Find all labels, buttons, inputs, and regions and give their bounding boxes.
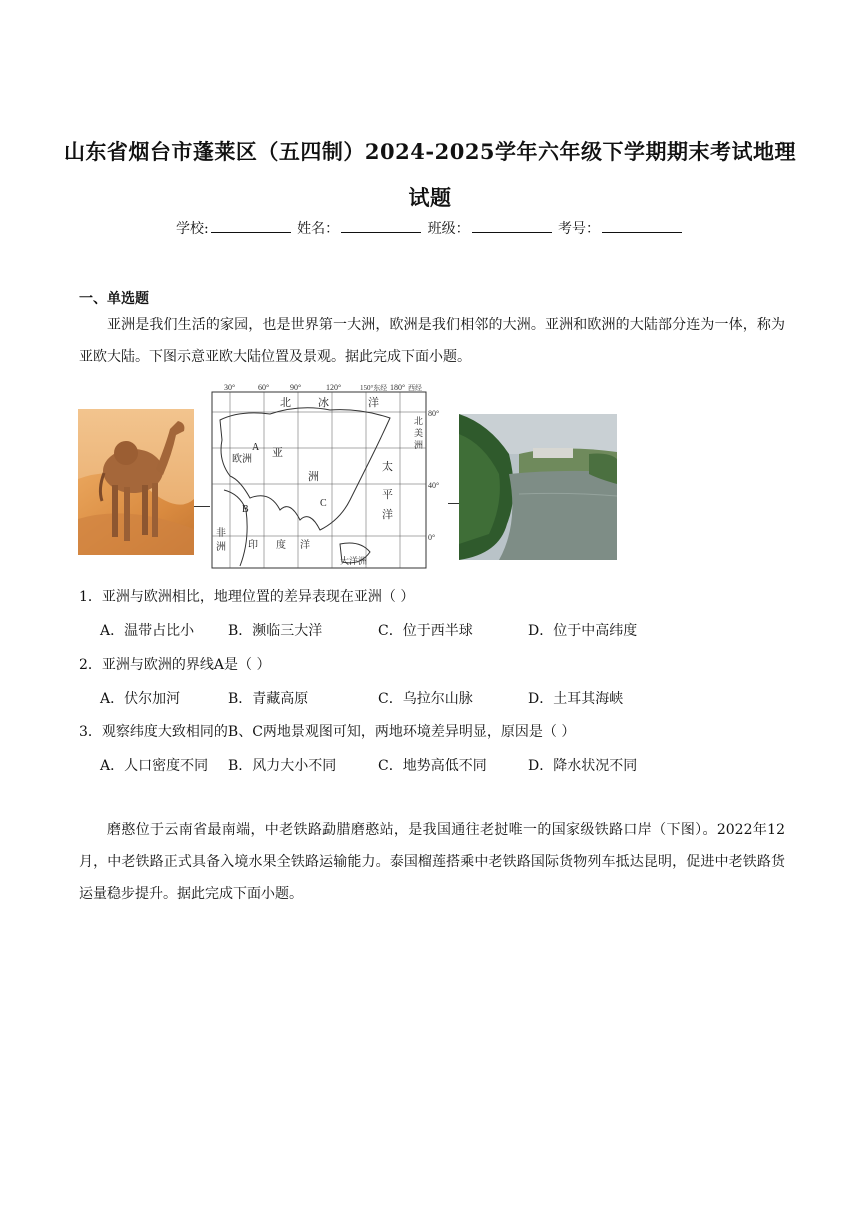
map-label: 冰: [318, 397, 329, 409]
school-blank: [211, 220, 291, 233]
question-1: 1．亚洲与欧洲相比，地理位置的差异表现在亚洲（ ）: [79, 589, 415, 605]
connector-right: [448, 503, 459, 504]
map-label: 洋: [382, 509, 393, 521]
question-1-options: [100, 620, 800, 640]
passage-2: 磨憨位于云南省最南端，中老铁路勐腊磨憨站，是我国通往老挝唯一的国家级铁路口岸（下图）。2022年12月，中老铁路正式具备入境水果全铁路运输能力。泰国榴莲搭乘中老铁路国际货物列车抵达昆明，促进中老铁路货运量稳步提升。据此完成下面小题。: [79, 822, 785, 902]
lon-label: 120°: [326, 383, 342, 392]
option-c: C．乌拉尔山脉: [378, 691, 473, 707]
name-blank: [341, 220, 421, 233]
option-c: C．地势高低不同: [378, 758, 487, 774]
question-2-options: [100, 688, 800, 708]
question-3: 3．观察纬度大致相同的B、C两地景观图可知，两地环境差异明显，原因是（ ）: [79, 724, 576, 740]
lon-label: 西经: [408, 384, 422, 392]
river-landscape-photo: [459, 414, 617, 560]
map-label: 度: [276, 540, 286, 551]
lon-label: 180°: [390, 383, 406, 392]
map-label: 大洋洲: [340, 556, 368, 566]
map-label: 非: [216, 528, 226, 539]
school-label: 学校:: [175, 221, 209, 237]
option-d: D．降水状况不同: [528, 758, 638, 774]
connector-left: [194, 506, 210, 507]
option-b: B．青藏高原: [228, 691, 309, 707]
map-label: 洋: [368, 397, 379, 409]
option-a: A．伏尔加河: [100, 691, 181, 707]
option-a: A．人口密度不同: [100, 758, 209, 774]
option-b: B．风力大小不同: [228, 758, 337, 774]
map-label: 洲: [308, 471, 319, 483]
question-3-options: [100, 755, 800, 775]
option-a: A．温带占比小: [100, 623, 195, 639]
map-label: 亚: [272, 447, 283, 459]
name-label: 姓名：: [297, 221, 340, 237]
page-title-line2: 试题: [408, 185, 452, 210]
class-blank: [472, 220, 552, 233]
map-label: 北: [280, 397, 291, 409]
map-label: 洲: [414, 440, 424, 450]
section-heading: 一、单选题: [79, 291, 149, 307]
option-c: C．位于西半球: [378, 623, 473, 639]
lon-label: 150°东经: [360, 384, 388, 392]
lon-label: 60°: [258, 383, 270, 392]
passage-1: 亚洲是我们生活的家园，也是世界第一大洲，欧洲是我们相邻的大洲。亚洲和欧洲的大陆部分连为一体，称为亚欧大陆。下图示意亚欧大陆位置及景观。据此完成下面小题。: [79, 317, 785, 365]
map-label: 洋: [300, 540, 310, 551]
map-label: 平: [382, 489, 393, 501]
map-point-b: B: [242, 504, 249, 515]
map-label: 欧洲: [232, 454, 252, 465]
option-d: D．土耳其海峡: [528, 691, 624, 707]
lon-label: 90°: [290, 383, 302, 392]
camel-desert-photo: [78, 409, 194, 555]
map-label: 美: [414, 428, 424, 438]
lat-label: 40°: [428, 481, 440, 490]
eurasia-map: [210, 380, 448, 570]
map-label: 太: [382, 461, 393, 473]
option-d: D．位于中高纬度: [528, 623, 638, 639]
option-b: B．濒临三大洋: [228, 623, 323, 639]
map-label: 洲: [216, 542, 226, 553]
class-label: 班级：: [427, 221, 470, 237]
lat-label: 0°: [428, 533, 436, 542]
lat-label: 80°: [428, 409, 440, 418]
map-point-c: C: [320, 498, 327, 509]
map-point-a: A: [252, 442, 260, 453]
number-label: 考号：: [558, 221, 601, 237]
student-info-line: [0, 218, 860, 238]
number-blank: [602, 220, 682, 233]
page-title-line1: 山东省烟台市蓬莱区（五四制）2024-2025学年六年级下学期期末考试地理: [63, 139, 797, 164]
question-2: 2．亚洲与欧洲的界线A是（ ）: [79, 657, 271, 673]
map-label: 印: [248, 540, 258, 551]
lon-label: 30°: [224, 383, 236, 392]
map-label: 北: [414, 416, 424, 426]
